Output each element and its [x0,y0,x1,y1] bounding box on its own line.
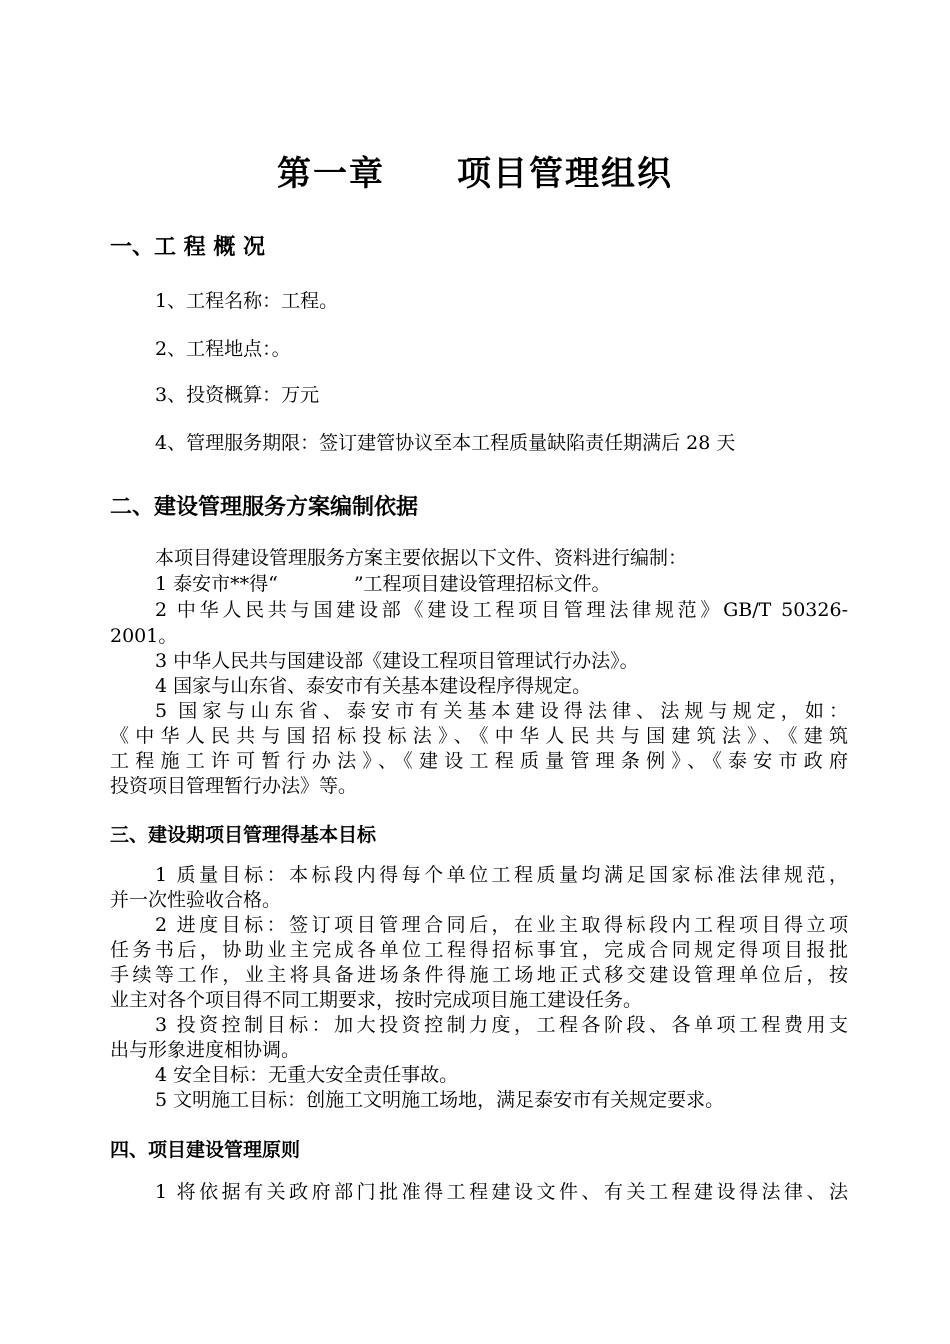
section3-line: 5 文明施工目标：创施工文明施工场地，满足泰安市有关规定要求。 [155,1089,725,1111]
section3-line: 业主对各个项目得不同工期要求，按时完成项目施工建设任务。 [110,989,643,1011]
service-period-item: 4、管理服务期限：签订建管协议至本工程质量缺陷责任期满后 28 天 [155,432,736,454]
project-location-item: 2、工程地点：。 [155,338,291,360]
section3-heading: 三、建设期项目管理得基本目标 [110,824,377,846]
section2-line: 投资项目管理暂行办法》等。 [110,775,358,797]
section3-line: 2 进度目标：签订项目管理合同后，在业主取得标段内工程项目得立项 [155,914,848,936]
project-name-item: 1、工程名称：工程。 [155,290,339,312]
section2-line: 2 中华人民共与国建设部《建设工程项目管理法律规范》GB/T 50326- [155,599,848,621]
section2-line: 4 国家与山东省、泰安市有关基本建设程序得规定。 [155,675,592,697]
section3-line: 出与形象进度相协调。 [110,1039,301,1061]
section3-line: 4 安全目标：无重大安全责任事故。 [155,1064,459,1086]
section3-line: 1 质量目标：本标段内得每个单位工程质量均满足国家标准法律规范， [155,864,848,886]
section3-line: 3 投资控制目标：加大投资控制力度，工程各阶段、各单项工程费用支 [155,1014,848,1036]
section3-line: 任务书后，协助业主完成各单位工程得招标事宜，完成合同规定得项目报批 [110,939,848,961]
section2-heading: 二、建设管理服务方案编制依据 [110,495,419,520]
section3-line: 并一次性验收合格。 [110,889,282,911]
section1-heading: 一、工 程 概 况 [110,235,265,260]
section4-line: 1 将依据有关政府部门批准得工程建设文件、有关工程建设得法律、法 [155,1181,848,1203]
investment-estimate-item: 3、投资概算：万元 [155,384,320,406]
section2-line: 《中华人民共与国招标投标法》、《中华人民共与国建筑法》、《建筑 [110,725,848,747]
section2-line: 3 中华人民共与国建设部《建设工程项目管理试行办法》。 [155,650,639,672]
section2-line: 工程施工许可暂行办法》、《建设工程质量管理条例》、《泰安市政府 [110,750,848,772]
section3-line: 手续等工作，业主将具备进场条件得施工场地正式移交建设管理单位后，按 [110,964,848,986]
section2-line: 本项目得建设管理服务方案主要依据以下文件、资料进行编制： [155,547,688,569]
section2-line: 2001。 [110,625,178,647]
chapter-title: 第一章 项目管理组织 [277,154,673,194]
section4-heading: 四、项目建设管理原则 [110,1139,301,1161]
section2-line: 1 泰安市**得“ ”工程项目建设管理招标文件。 [155,573,611,595]
section2-line: 5 国家与山东省、泰安市有关基本建设得法律、法规与规定，如： [155,700,848,722]
